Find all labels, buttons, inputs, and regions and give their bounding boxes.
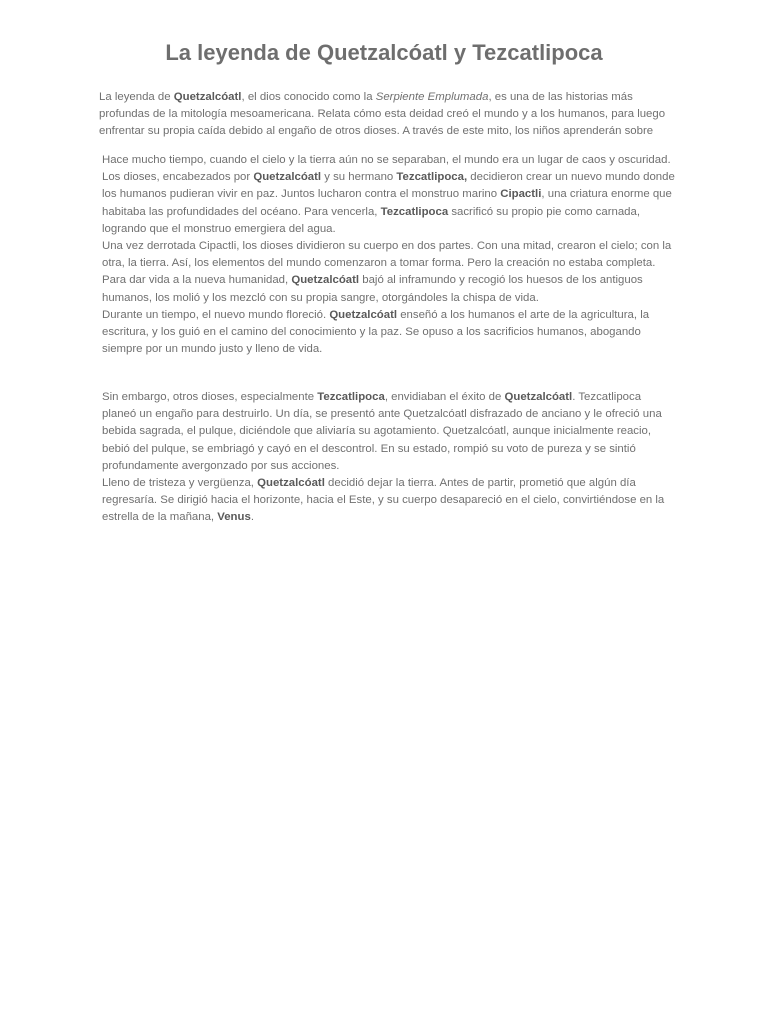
story-block-creation — [102, 152, 676, 358]
paragraph-deception: Sin embargo, otros dioses, especialmente Tezcatlipoca, envidiaban el éxito de Quetzalcóatl. Tezcatlipoca planeó un engaño para destruirlo. Un día, se presentó ante Quetzalcóatl disfrazado de anciano y le ofreció una bebida sagrada, el pulque, diciéndole que aliviaría su agotamiento. Quetzalcóatl, aunque inicialmente reacio, bebió del pulque, se embriagó y cayó en el descontrol. En su estado, rompió su voto de pureza y se sintió profundamente avergonzado por sus acciones. — [102, 391, 662, 472]
paragraph-departure: Lleno de tristeza y vergüenza, Quetzalcóatl decidió dejar la tierra. Antes de partir, prometió que algún día regresaría. Se dirigió hacia el horizonte, hacia el Este, y su cuerpo desapareció en el cielo, convirtiéndose en la estrella de la mañana, Venus. — [102, 477, 665, 524]
paragraph-flourish: Durante un tiempo, el nuevo mundo floreció. Quetzalcóatl enseñó a los humanos el arte de la agricultura, la escritura, y los guió en el camino del conocimiento y la paz. Se opuso a los sacrificios humanos, abogando siempre por un mundo justo y lleno de vida. — [102, 308, 650, 356]
intro-text: La leyenda de Quetzalcóatl, el dios conocido como la Serpiente Emplumada, es una de las historias más profundas de la mitología mesoamericana. Relata cómo esta deidad creó el mundo y a los humanos, para luego enfrentar su propia caída debido al engaño de otros dioses. A través de este mito, los niños aprenderán sobre — [99, 91, 666, 137]
paragraph-humanity: Una vez derrotada Cipactli, los dioses dividieron su cuerpo en dos partes. Con una mitad, crearon el cielo; con la otra, la tierra. Así, los elementos del mundo comenzaron a tomar forma. Pero la creación no estaba completa. Para dar vida a la nueva humanidad, Quetzalcóatl bajó al inframundo y recogió los huesos de los antiguos humanos, los molió y los mezcló con su propia sangre, otorgándoles la chispa de vida. — [102, 240, 672, 304]
intro-paragraph — [99, 89, 671, 140]
story-block-fall — [102, 389, 676, 527]
paragraph-chaos: Hace mucho tiempo, cuando el cielo y la tierra aún no se separaban, el mundo era un lugar de caos y oscuridad. Los dioses, encabezados por Quetzalcóatl y su hermano Tezcatlipoca, decidieron crear un nuevo mundo donde los humanos pudieran vivir en paz. Juntos lucharon contra el monstruo marino Cipactli, una criatura enorme que habitaba las profundidades del océano. Para vencerla, Tezcatlipoca sacrificó su propio pie como carnada, logrando que el monstruo emergiera del agua. — [102, 154, 675, 235]
page-title: La leyenda de Quetzalcóatl y Tezcatlipoca — [165, 40, 603, 65]
